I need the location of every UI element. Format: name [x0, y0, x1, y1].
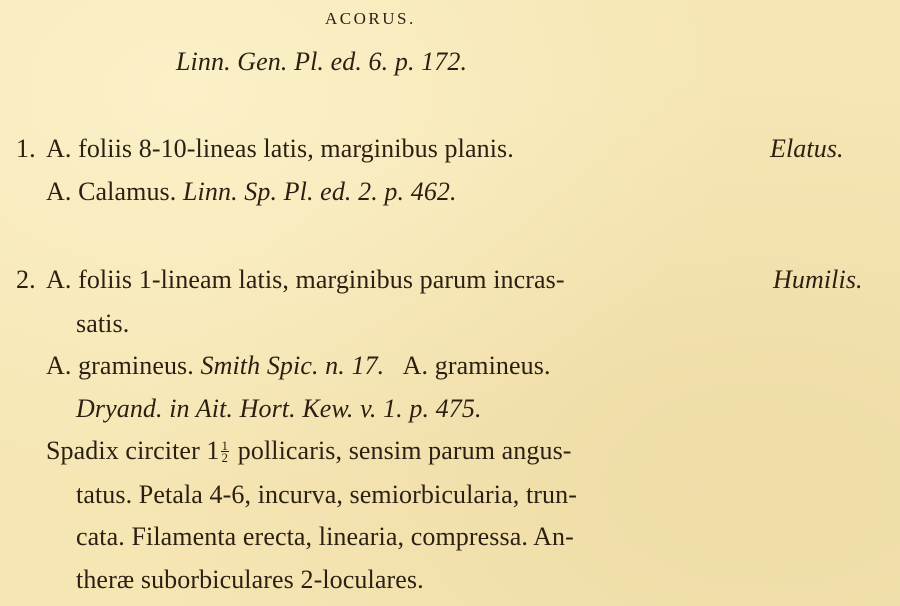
description-text: Spadix circiter 1 [46, 436, 220, 465]
synonym-citation: Smith Spic. n. 17. [200, 351, 385, 380]
synonym-citation: Linn. Sp. Pl. ed. 2. p. 462. [182, 177, 457, 206]
genus-reference: Linn. Gen. Pl. ed. 6. p. 172. [176, 47, 468, 76]
species-number: 1. [16, 134, 36, 163]
genus-heading: ACORUS. [325, 9, 416, 28]
description-line-3: cata. Filamenta erecta, linearia, compressa. An- [76, 522, 574, 551]
description-line-2: tatus. Petala 4-6, incurva, semiorbicularia, trun- [76, 480, 578, 509]
synonym-name: A. gramineus. [402, 351, 551, 380]
synonym-line-1 [46, 351, 551, 381]
fraction-one-half [221, 438, 230, 466]
synonym-line [46, 177, 457, 207]
synonym-line-2: Dryand. in Ait. Hort. Kew. v. 1. p. 475. [76, 394, 482, 423]
fraction-denominator: 2 [221, 450, 229, 466]
species-name: Humilis. [773, 265, 863, 294]
species-diagnosis: A. foliis 8-10-lineas latis, marginibus planis. [46, 134, 514, 163]
fraction-numerator: 1 [221, 438, 229, 454]
species-diagnosis-line-1: A. foliis 1-lineam latis, marginibus parum incras- [46, 265, 565, 294]
synonym-name: A. Calamus. [46, 177, 177, 206]
species-name: Elatus. [770, 134, 844, 163]
description-line-1 [46, 436, 572, 466]
species-diagnosis-line-2: satis. [76, 309, 130, 338]
species-number: 2. [16, 265, 36, 294]
description-text: pollicaris, sensim parum angus- [231, 436, 572, 465]
synonym-name: A. gramineus. [46, 351, 194, 380]
description-line-4: theræ suborbiculares 2-loculares. [76, 565, 424, 594]
